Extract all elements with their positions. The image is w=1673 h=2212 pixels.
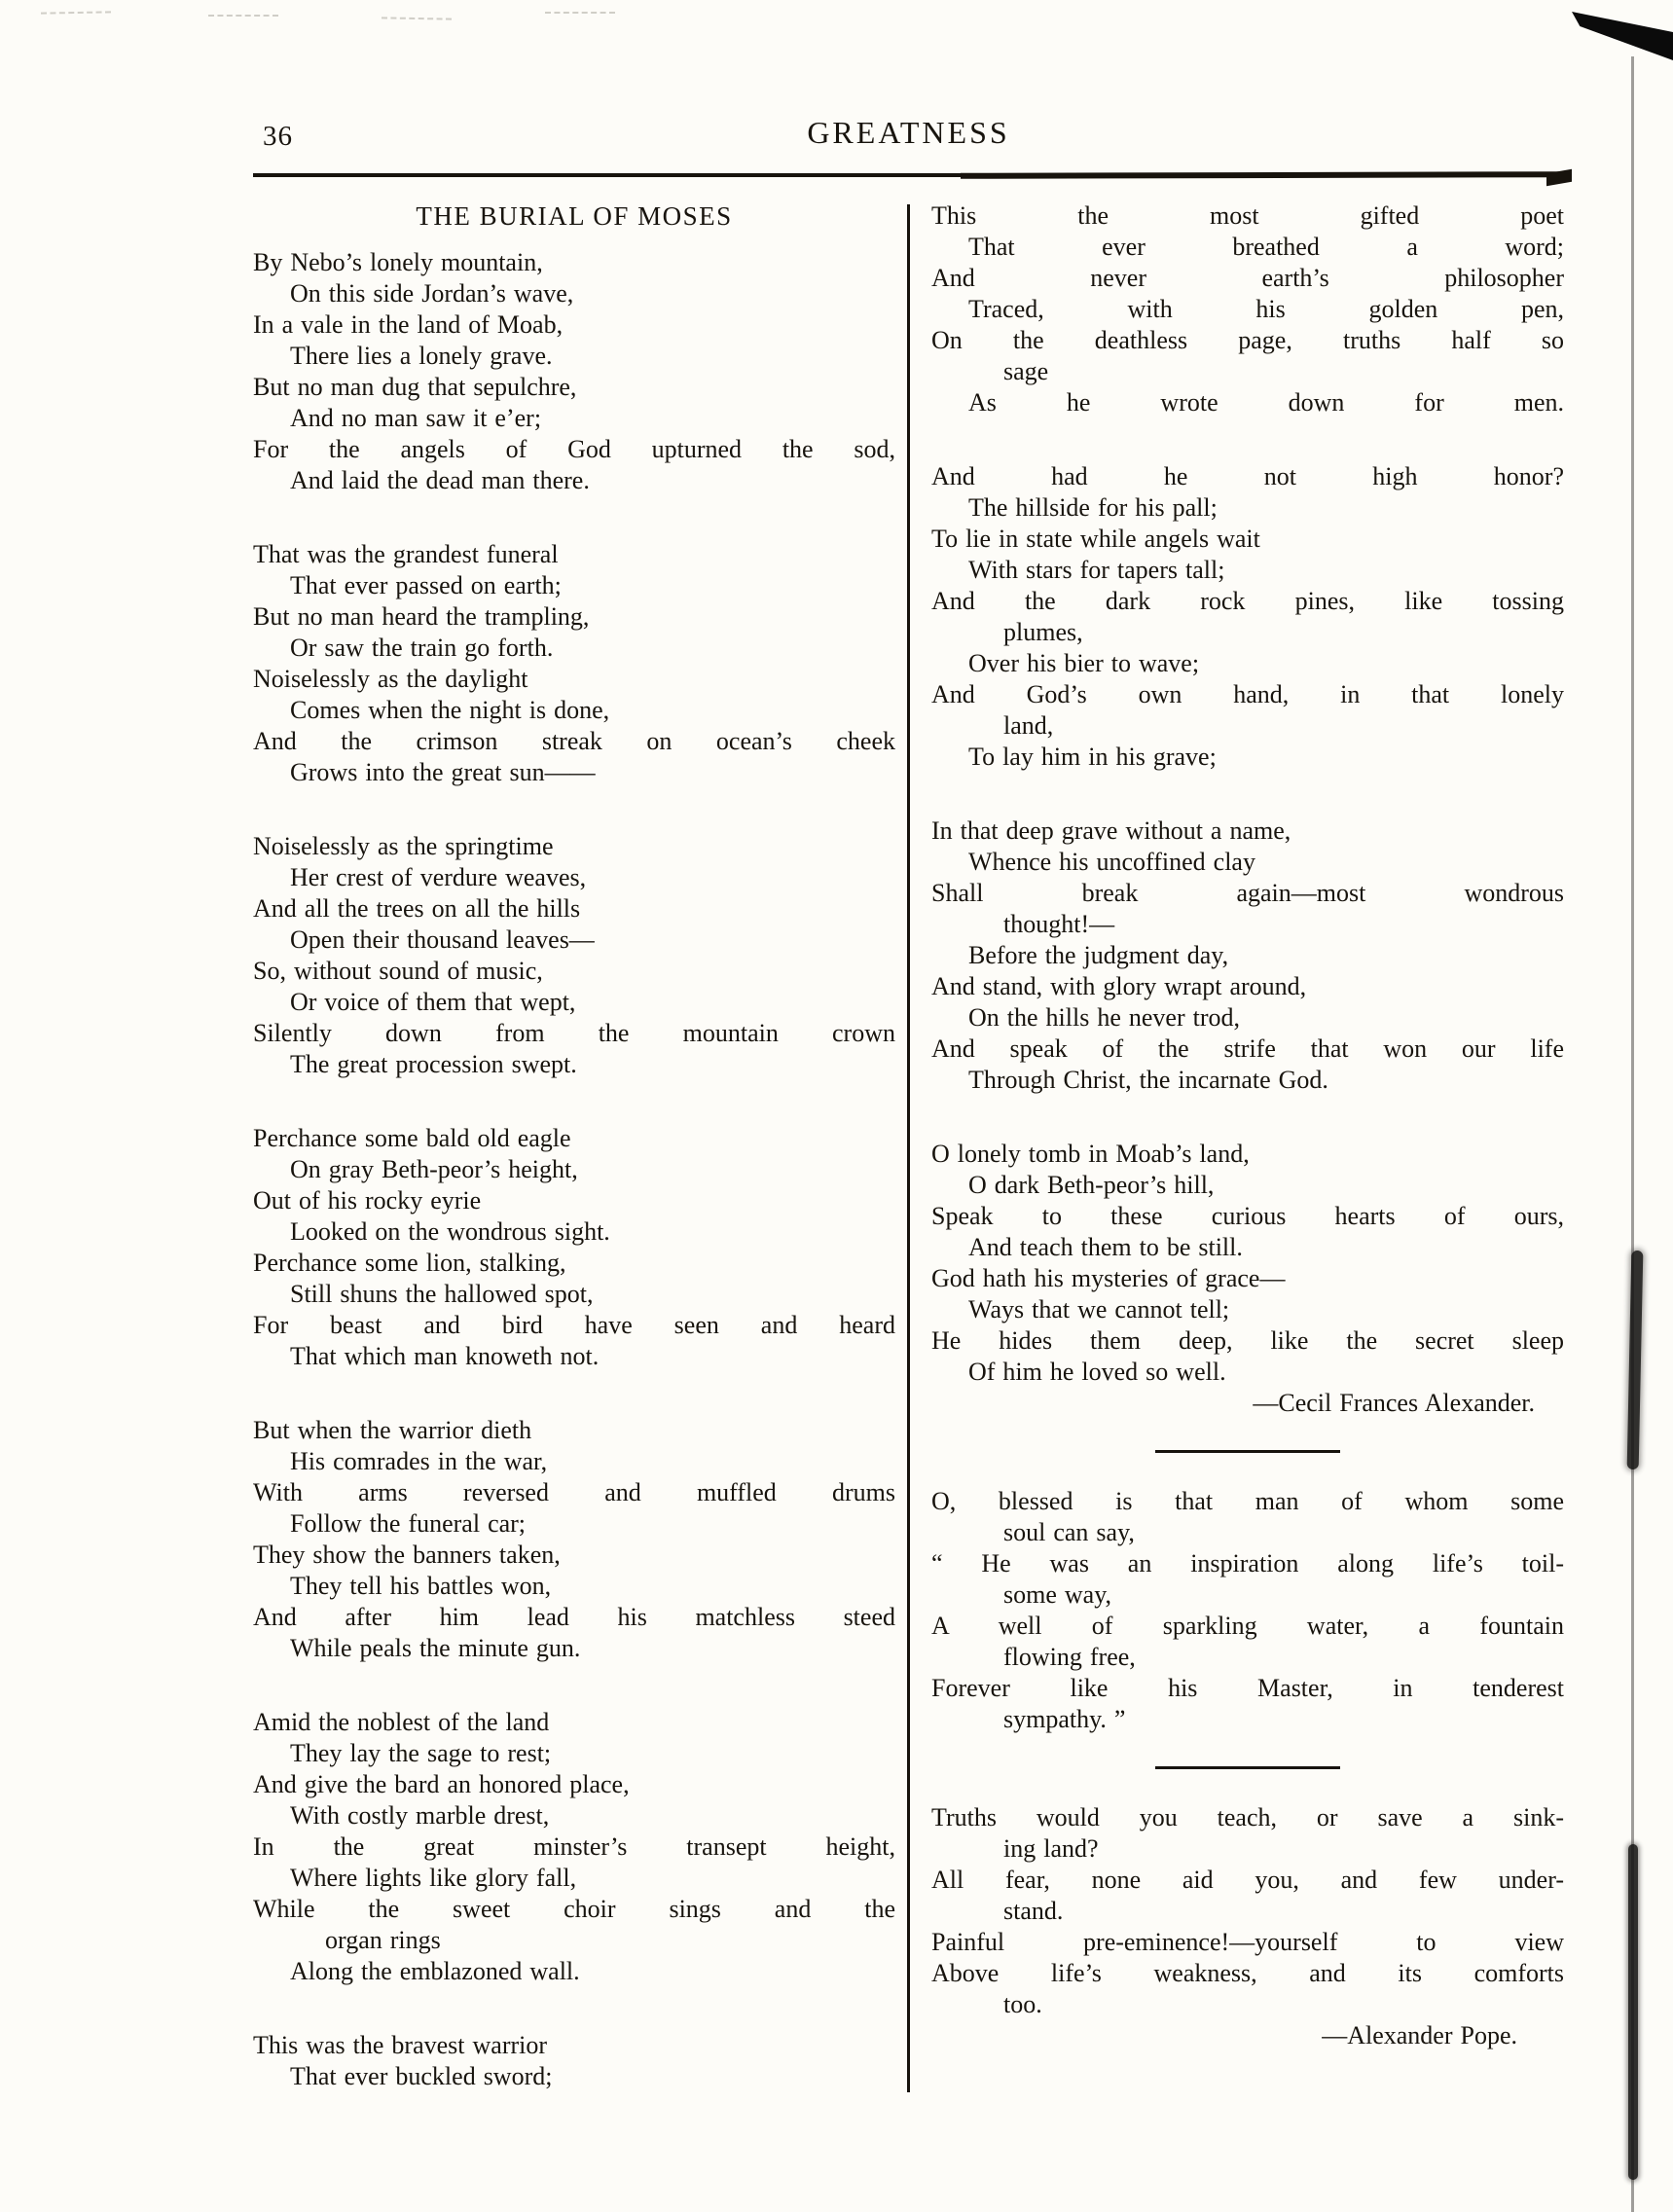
poem-line: For beast and bird have seen and heard <box>253 1311 895 1339</box>
quote-line: too. <box>1003 1990 1042 2018</box>
quote-line: sympathy. ” <box>1003 1705 1126 1733</box>
stanza <box>931 200 1564 418</box>
poem-line: And the crimson streak on ocean’s cheek <box>253 727 895 755</box>
poem-line: They show the banners taken, <box>253 1541 561 1569</box>
two-column-layout <box>253 200 1564 2092</box>
poem-line: Grows into the great sun—— <box>290 758 596 786</box>
quote-line: Forever like his Master, in tenderest <box>931 1674 1564 1702</box>
stanza <box>253 2030 895 2092</box>
poem-line: Silently down from the mountain crown <box>253 1019 895 1047</box>
poem-line: plumes, <box>1003 618 1083 646</box>
poem-line: This was the bravest warrior <box>253 2031 548 2059</box>
quote-line: A well of sparkling water, a fountain <box>931 1612 1564 1640</box>
poem-line: On this side Jordan’s wave, <box>290 279 574 308</box>
poem-title: THE BURIAL OF MOSES <box>416 201 733 231</box>
poem-line: Follow the funeral car; <box>290 1509 527 1538</box>
stanza <box>931 1139 1564 1388</box>
quote-line: stand. <box>1003 1897 1064 1925</box>
poem-line: This the most gifted poet <box>931 201 1564 230</box>
poem-line: To lay him in his grave; <box>968 743 1217 771</box>
left-column <box>253 200 895 2092</box>
poem-line: But no man dug that sepulchre, <box>253 373 577 401</box>
poem-line: While the sweet choir sings and the <box>253 1895 895 1923</box>
poem-line: So, without sound of music, <box>253 957 543 985</box>
poem-line: Before the judgment day, <box>968 941 1229 969</box>
poem-line: And laid the dead man there. <box>290 466 590 494</box>
quote-block-1 <box>931 1486 1564 1735</box>
poem-line: His comrades in the war, <box>290 1447 548 1475</box>
scan-smudge <box>1628 1844 1638 2180</box>
quote-line: ing land? <box>1003 1834 1099 1863</box>
stanza <box>931 816 1564 1096</box>
section-divider <box>1155 1766 1340 1769</box>
poem-attribution: —Cecil Frances Alexander. <box>1253 1389 1535 1417</box>
poem-line: Ways that we cannot tell; <box>968 1295 1230 1324</box>
poem-line: That ever breathed a word; <box>968 233 1564 261</box>
poem-line: Of him he loved so well. <box>968 1358 1226 1386</box>
poem-line: And all the trees on all the hills <box>253 894 581 923</box>
poem-line: And no man saw it e’er; <box>290 404 542 432</box>
poem-line: That which man knoweth not. <box>290 1342 600 1370</box>
poem-line: Or saw the train go forth. <box>290 634 554 662</box>
stanza <box>253 1123 895 1372</box>
poem-line: sage <box>1003 357 1049 385</box>
right-column-stanzas <box>931 200 1564 1388</box>
quote-attribution: —Alexander Pope. <box>1322 2021 1517 2049</box>
poem-line: And God’s own hand, in that lonely <box>931 680 1564 708</box>
poem-line: Where lights like glory fall, <box>290 1864 577 1892</box>
poem-line: Through Christ, the incarnate God. <box>968 1066 1328 1094</box>
poem-line: And teach them to be still. <box>968 1233 1243 1261</box>
stanza <box>253 539 895 788</box>
page-title: GREATNESS <box>807 115 1010 150</box>
poem-line: To lie in state while angels wait <box>931 525 1260 553</box>
quote-line: flowing free, <box>1003 1643 1136 1671</box>
poem-line: Amid the noblest of the land <box>253 1708 550 1736</box>
pencil-mark <box>382 17 452 19</box>
poem-line: By Nebo’s lonely mountain, <box>253 248 543 276</box>
poem-line: And had he not high honor? <box>931 462 1564 490</box>
poem-line: Shall break again—most wondrous <box>931 879 1564 907</box>
poem-line: They lay the sage to rest; <box>290 1739 552 1767</box>
quote-line: some way, <box>1003 1580 1112 1609</box>
running-header <box>253 115 1564 160</box>
quote-line: Truths would you teach, or save a sink- <box>931 1803 1564 1831</box>
section-divider <box>1155 1450 1340 1453</box>
quote-line: All fear, none aid you, and few under- <box>931 1866 1564 1894</box>
poem-line: land, <box>1003 711 1054 740</box>
quote-line: “ He was an inspiration along life’s toil- <box>931 1549 1564 1577</box>
poem-line: Her crest of verdure weaves, <box>290 863 587 891</box>
poem-line: organ rings <box>325 1926 441 1954</box>
pencil-mark <box>208 15 278 17</box>
poem-line: Still shuns the hallowed spot, <box>290 1280 594 1308</box>
poem-line: Perchance some bald old eagle <box>253 1124 571 1152</box>
poem-line: He hides them deep, like the secret sleep <box>931 1326 1564 1355</box>
poem-line: The great procession swept. <box>290 1050 577 1078</box>
poem-line: That ever buckled sword; <box>290 2062 553 2090</box>
quote-line: Painful pre-eminence!—yourself to view <box>931 1928 1564 1956</box>
right-column <box>931 200 1564 2092</box>
poem-line: There lies a lonely grave. <box>290 342 553 370</box>
poem-line: With arms reversed and muffled drums <box>253 1478 895 1506</box>
poem-line: And give the bard an honored place, <box>253 1770 630 1798</box>
pencil-mark <box>545 12 615 14</box>
stanza <box>253 831 895 1080</box>
poem-line: Or voice of them that wept, <box>290 988 576 1016</box>
poem-line: The hillside for his pall; <box>968 493 1218 522</box>
poem-line: On the deathless page, truths half so <box>931 326 1564 354</box>
stanza <box>253 1415 895 1664</box>
stanza <box>253 247 895 496</box>
poem-line: That was the grandest funeral <box>253 540 559 568</box>
poem-line: Perchance some lion, stalking, <box>253 1249 566 1277</box>
poem-line: And the dark rock pines, like tossing <box>931 587 1564 615</box>
pencil-mark <box>41 11 111 14</box>
poem-line: They tell his battles won, <box>290 1572 552 1600</box>
poem-line: But when the warrior dieth <box>253 1416 532 1444</box>
poem-line: While peals the minute gun. <box>290 1634 581 1662</box>
poem-line: And after him lead his matchless steed <box>253 1603 895 1631</box>
poem-line: Out of his rocky eyrie <box>253 1186 482 1215</box>
column-divider-rule <box>907 204 910 2092</box>
poem-line: For the angels of God upturned the sod, <box>253 435 895 463</box>
poem-line: With stars for tapers tall; <box>968 556 1225 584</box>
poem-line: Noiselessly as the springtime <box>253 832 554 860</box>
poem-line: Over his bier to wave; <box>968 649 1200 677</box>
page-number: 36 <box>263 121 293 152</box>
stanza <box>253 1707 895 1987</box>
poem-line: Speak to these curious hearts of ours, <box>931 1202 1564 1230</box>
poem-line: Looked on the wondrous sight. <box>290 1217 610 1246</box>
quote-line: O, blessed is that man of whom some <box>931 1487 1564 1515</box>
scan-corner-mark <box>1572 12 1673 60</box>
poem-line: Noiselessly as the daylight <box>253 665 528 693</box>
poem-line: With costly marble drest, <box>290 1801 550 1830</box>
poem-line: And stand, with glory wrapt around, <box>931 972 1307 1000</box>
poem-line: Along the emblazoned wall. <box>290 1957 580 1985</box>
header-rule <box>253 173 1564 177</box>
quote-line: soul can say, <box>1003 1518 1135 1546</box>
poem-line: And speak of the strife that won our life <box>931 1034 1564 1063</box>
poem-line: That ever passed on earth; <box>290 571 562 599</box>
poem-line: Open their thousand leaves— <box>290 925 595 954</box>
poem-line: And never earth’s philosopher <box>931 264 1564 292</box>
poem-line: On gray Beth-peor’s height, <box>290 1155 578 1183</box>
page-content <box>253 115 1564 2092</box>
poem-line: Traced, with his golden pen, <box>968 295 1564 323</box>
poem-line: As he wrote down for men. <box>968 388 1564 417</box>
poem-line: In the great minster’s transept height, <box>253 1832 895 1861</box>
poem-line: In a vale in the land of Moab, <box>253 310 564 339</box>
poem-line: On the hills he never trod, <box>968 1003 1240 1032</box>
quote-line: Above life’s weakness, and its comforts <box>931 1959 1564 1987</box>
poem-line: Whence his uncoffined clay <box>968 848 1255 876</box>
poem-line: O lonely tomb in Moab’s land, <box>931 1140 1250 1168</box>
left-column-stanzas <box>253 247 895 2092</box>
scan-smudge <box>1627 1251 1644 1469</box>
poem-line: But no man heard the trampling, <box>253 602 590 631</box>
quote-block-2 <box>931 1802 1564 2020</box>
poem-line: In that deep grave without a name, <box>931 816 1291 845</box>
poem-line: Comes when the night is done, <box>290 696 610 724</box>
stanza <box>931 461 1564 773</box>
poem-line: thought!— <box>1003 910 1115 938</box>
poem-line: God hath his mysteries of grace— <box>931 1264 1286 1292</box>
poem-line: O dark Beth-peor’s hill, <box>968 1171 1215 1199</box>
